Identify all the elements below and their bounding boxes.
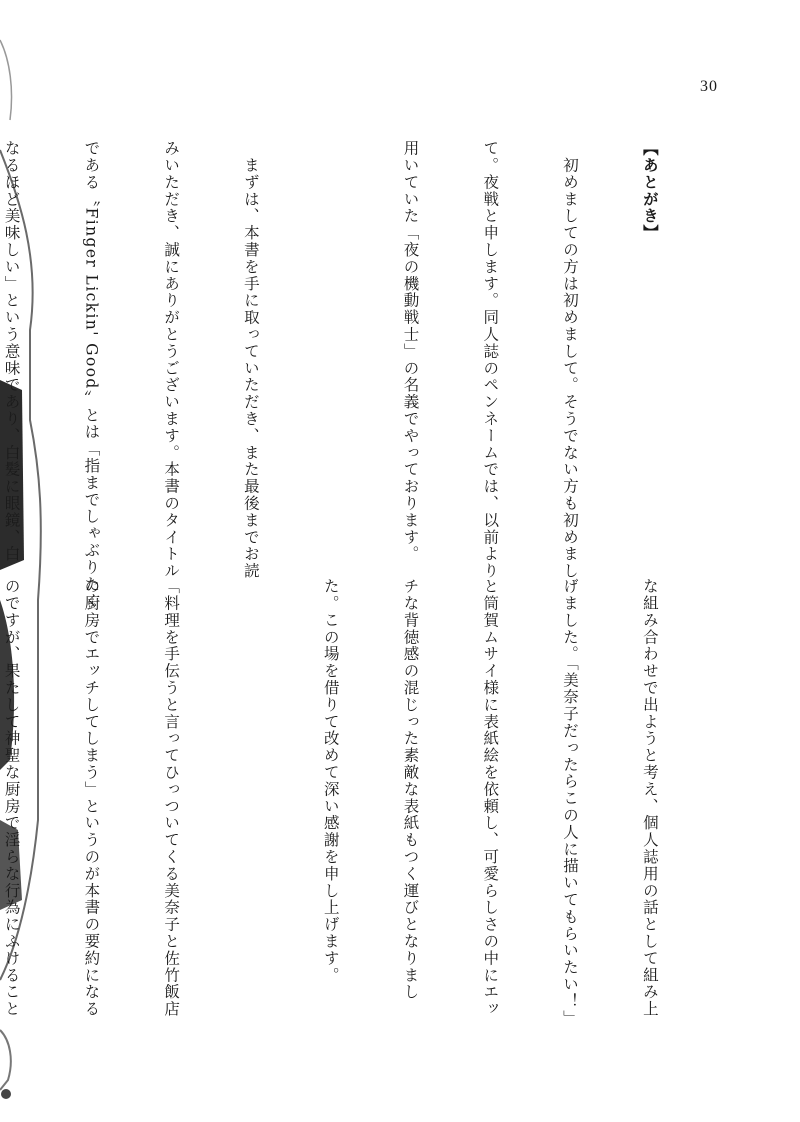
text-column: チな背徳感の混じった素敵な表紙もつく運びとなりまし [401,578,420,1001]
text-column: 用いていた「夜の機動戦士」の名義でやっております。 [401,140,420,563]
afterword-bottom-block [2,578,716,1048]
text-column [237,578,264,1048]
text-column: と筒賀ムサイ様に表紙絵を依頼し、可愛らしさの中にエッ [481,578,500,1018]
afterword-top-block [2,140,716,610]
text-column: のですが、果たして神聖な厨房で淫らな行為にふけること [2,578,21,1018]
text-column: 「料理を手伝うと言ってひっついてくる美奈子と佐竹飯店 [162,578,181,1018]
text-column: げました。「美奈子だったらこの人に描いてもらいたい！」 [561,578,580,1027]
text-column: な組み合わせで出ようと考え、個人誌用の話として組み上 [640,578,659,1018]
afterword-heading: 【あとがき】 [640,140,660,242]
text-column: て。夜戦と申します。同人誌のペンネームでは、以前より [481,140,500,580]
text-column: である〝Finger Lickin' Good〟とは「指までしゃぶりたく [82,140,101,610]
text-column: 初めましての方は初めまして。そうでない方も初めまし [561,140,580,580]
page-number: 30 [700,78,718,95]
text-column: た。この場を借りて改めて深い感謝を申し上げます。 [321,578,340,984]
text-column [317,140,344,540]
text-column: まずは、本書を手に取っていただき、また最後までお読 [241,140,260,580]
text-column: みいただき、誠にありがとうございます。本書のタイトル [162,140,181,580]
text-column: なるほど美味しい」という意味であり、白髪に眼鏡、白 [2,140,21,563]
text-column: の厨房でエッチしてしまう」というのが本書の要約になる [82,578,101,1018]
